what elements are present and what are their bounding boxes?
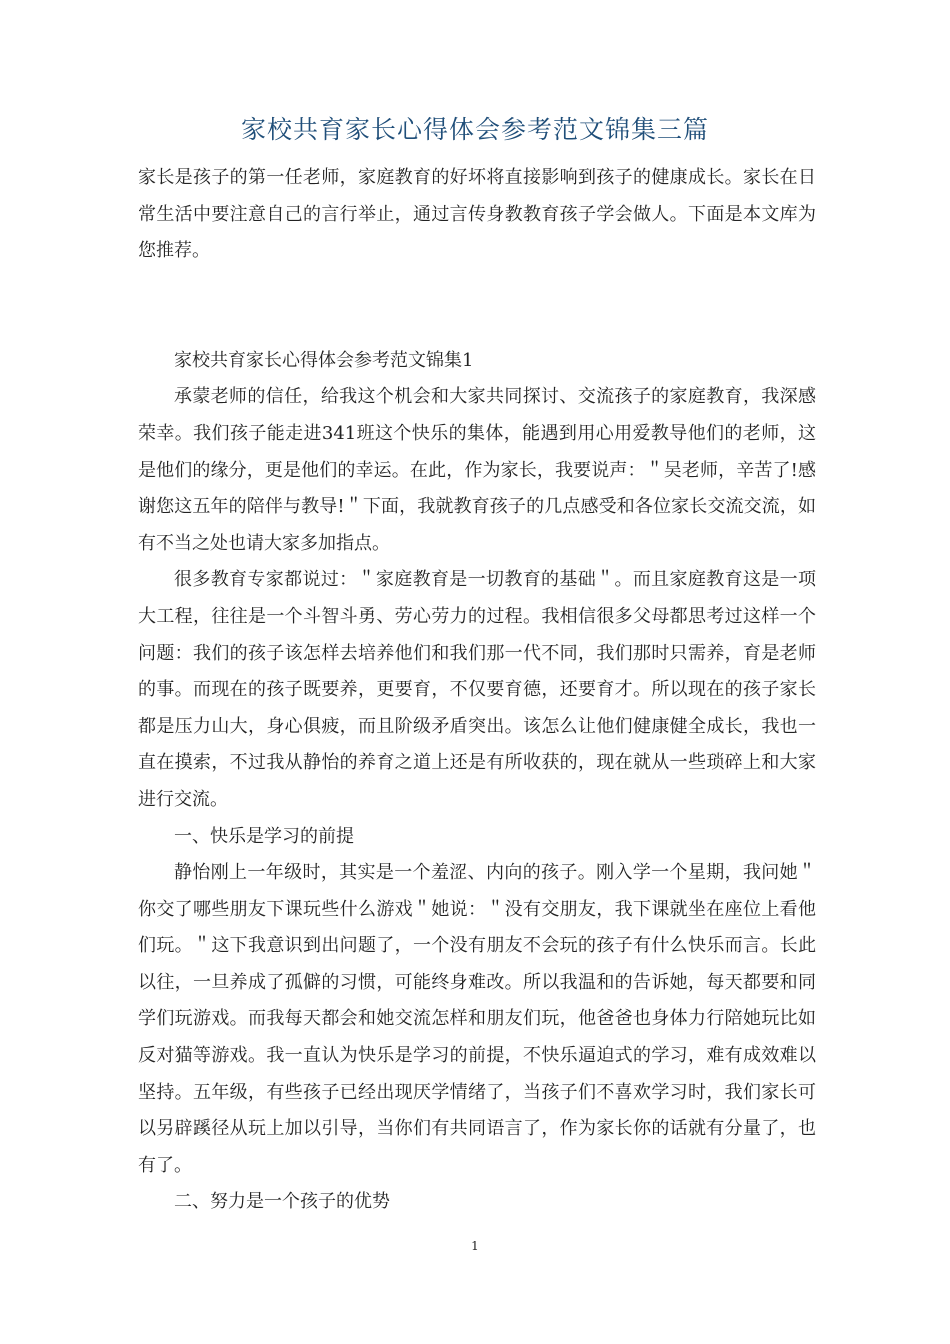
subheading: 二、努力是一个孩子的优势	[174, 1191, 390, 1213]
section-heading: 家校共育家长心得体会参考范文锦集1	[174, 349, 474, 371]
body-paragraph: 静怡刚上一年级时，其实是一个羞涩、内向的孩子。刚入学一个星期，我问她＂你交了哪些朋友下课玩些什么游戏＂她说：＂没有交朋友，我下课就坐在座位上看他们玩。＂这下我意识到出问题了，一个没有朋友不会玩的孩子有什么快乐而言。长此以往，一旦养成了孤僻的习惯，可能终身难改。所以我温和的告诉她，每天都要和同学们玩游戏。而我每天都会和她交流怎样和朋友们玩，他爸爸也身体力行陪她玩比如反对猫等游戏。我一直认为快乐是学习的前提，不快乐逼迫式的学习，难有成效难以坚持。五年级，有些孩子已经出现厌学情绪了，当孩子们不喜欢学习时，我们家长可以另辟蹊径从玩上加以引导，当你们有共同语言了，作为家长你的话就有分量了，也有了。	[138, 862, 816, 1176]
document-body	[138, 160, 816, 1221]
intro-paragraph: 家长是孩子的第一任老师，家庭教育的好坏将直接影响到孩子的健康成长。家长在日常生活中要注意自己的言行举止，通过言传身教教育孩子学会做人。下面是本文库为您推荐。	[138, 167, 816, 262]
section-spacer	[138, 270, 816, 343]
subheading: 一、快乐是学习的前提	[174, 825, 354, 847]
body-paragraph: 承蒙老师的信任，给我这个机会和大家共同探讨、交流孩子的家庭教育，我深感荣幸。我们孩子能走进341班这个快乐的集体，能遇到用心用爱教导他们的老师，这是他们的缘分，更是他们的幸运。在此，作为家长，我要说声：＂吴老师，辛苦了!感谢您这五年的陪伴与教导!＂下面，我就教育孩子的几点感受和各位家长交流交流，如有不当之处也请大家多加指点。	[138, 386, 816, 554]
document-title: 家校共育家长心得体会参考范文锦集三篇	[240, 115, 709, 144]
body-paragraph: 很多教育专家都说过：＂家庭教育是一切教育的基础＂。而且家庭教育这是一项大工程，往往是一个斗智斗勇、劳心劳力的过程。我相信很多父母都思考过这样一个问题：我们的孩子该怎样去培养他们和我们那一代不同，我们那时只需养，育是老师的事。而现在的孩子既要养，更要育，不仅要育德，还要育才。所以现在的孩子家长都是压力山大，身心俱疲，而且阶级矛盾突出。该怎么让他们健康健全成长，我也一直在摸索，不过我从静怡的养育之道上还是有所收获的，现在就从一些琐碎上和大家进行交流。	[138, 569, 816, 810]
page-number: 1	[471, 1239, 479, 1253]
